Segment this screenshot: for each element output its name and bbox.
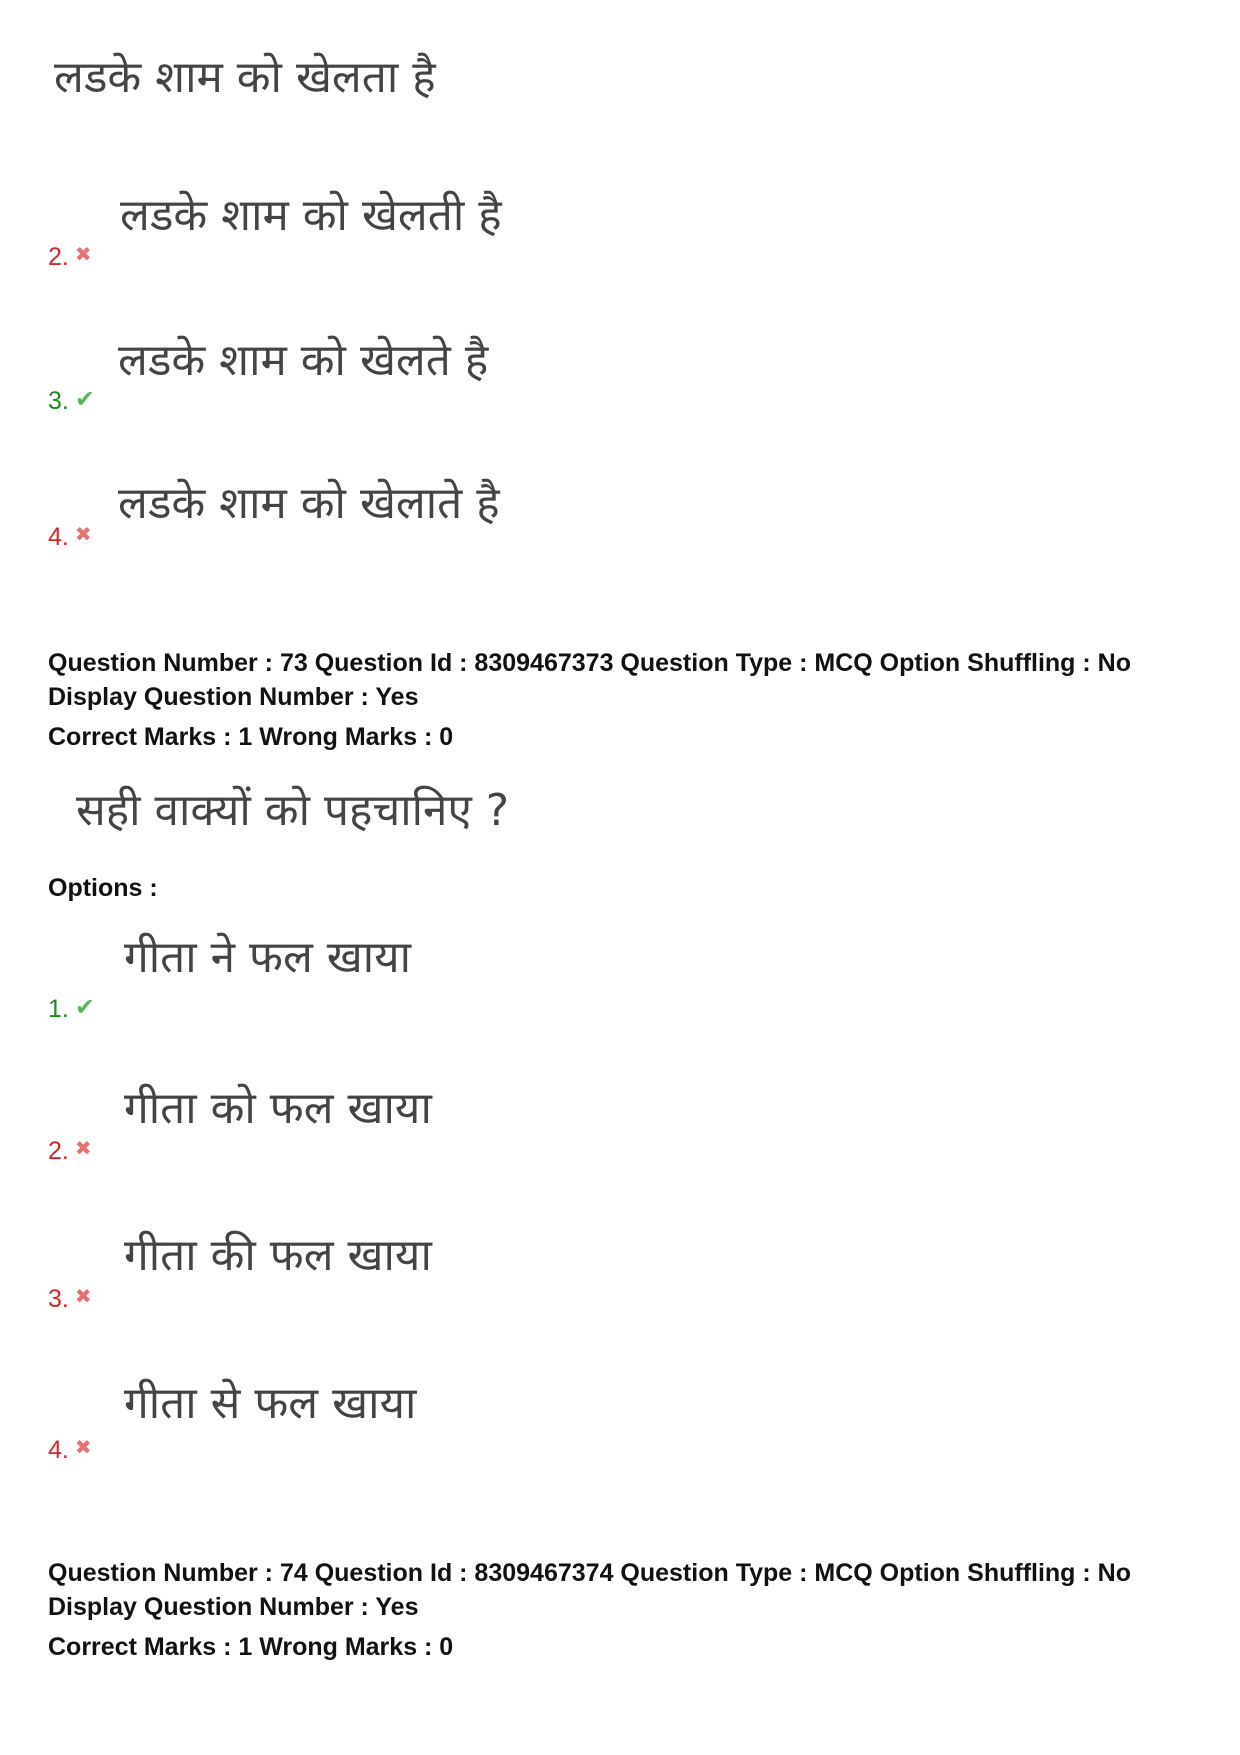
prev-option-1-text: लडके शाम को खेलता है xyxy=(54,52,436,103)
cross-icon: ✖ xyxy=(74,1286,92,1308)
option-number: 3. xyxy=(48,387,69,415)
prev-option-3-text: लडके शाम को खेलते है xyxy=(118,335,489,386)
option-number: 2. xyxy=(48,243,69,271)
prev-option-2-marker xyxy=(48,240,92,270)
cross-icon: ✖ xyxy=(74,1138,92,1160)
q73-meta-line-1: Question Number : 73 Question Id : 8309467373 Question Type : MCQ Option Shuffling : No xyxy=(48,649,1131,677)
q73-option-4-marker xyxy=(48,1433,92,1463)
q73-meta-line-3: Correct Marks : 1 Wrong Marks : 0 xyxy=(48,723,454,751)
q73-option-3-marker xyxy=(48,1282,92,1312)
options-label: Options : xyxy=(48,874,158,902)
q74-meta-line-3: Correct Marks : 1 Wrong Marks : 0 xyxy=(48,1633,454,1661)
prev-option-4-marker xyxy=(48,520,92,550)
cross-icon: ✖ xyxy=(74,524,92,546)
q73-option-2-text: गीता को फल खाया xyxy=(124,1083,432,1134)
q74-meta-line-1: Question Number : 74 Question Id : 8309467374 Question Type : MCQ Option Shuffling : No xyxy=(48,1559,1131,1587)
prev-option-3-marker xyxy=(48,385,95,415)
option-number: 2. xyxy=(48,1137,69,1165)
prev-option-2-text: लडके शाम को खेलती है xyxy=(120,190,502,241)
option-number: 3. xyxy=(48,1285,69,1313)
option-number: 4. xyxy=(48,523,69,551)
q73-option-2-marker xyxy=(48,1134,92,1164)
q73-question-text: सही वाक्यों को पहचानिए ? xyxy=(76,785,510,836)
q73-option-4-text: गीता से फल खाया xyxy=(124,1378,417,1429)
q73-option-1-marker xyxy=(48,993,95,1023)
check-icon: ✔ xyxy=(74,994,95,1021)
option-number: 4. xyxy=(48,1436,69,1464)
cross-icon: ✖ xyxy=(74,244,92,266)
option-number: 1. xyxy=(48,995,69,1023)
q73-option-3-text: गीता की फल खाया xyxy=(124,1230,432,1281)
q73-option-1-text: गीता ने फल खाया xyxy=(124,932,412,983)
prev-option-4-text: लडके शाम को खेलाते है xyxy=(118,478,500,529)
q73-meta-line-2: Display Question Number : Yes xyxy=(48,683,419,711)
check-icon: ✔ xyxy=(74,386,95,413)
cross-icon: ✖ xyxy=(74,1437,92,1459)
q74-meta-line-2: Display Question Number : Yes xyxy=(48,1593,419,1621)
